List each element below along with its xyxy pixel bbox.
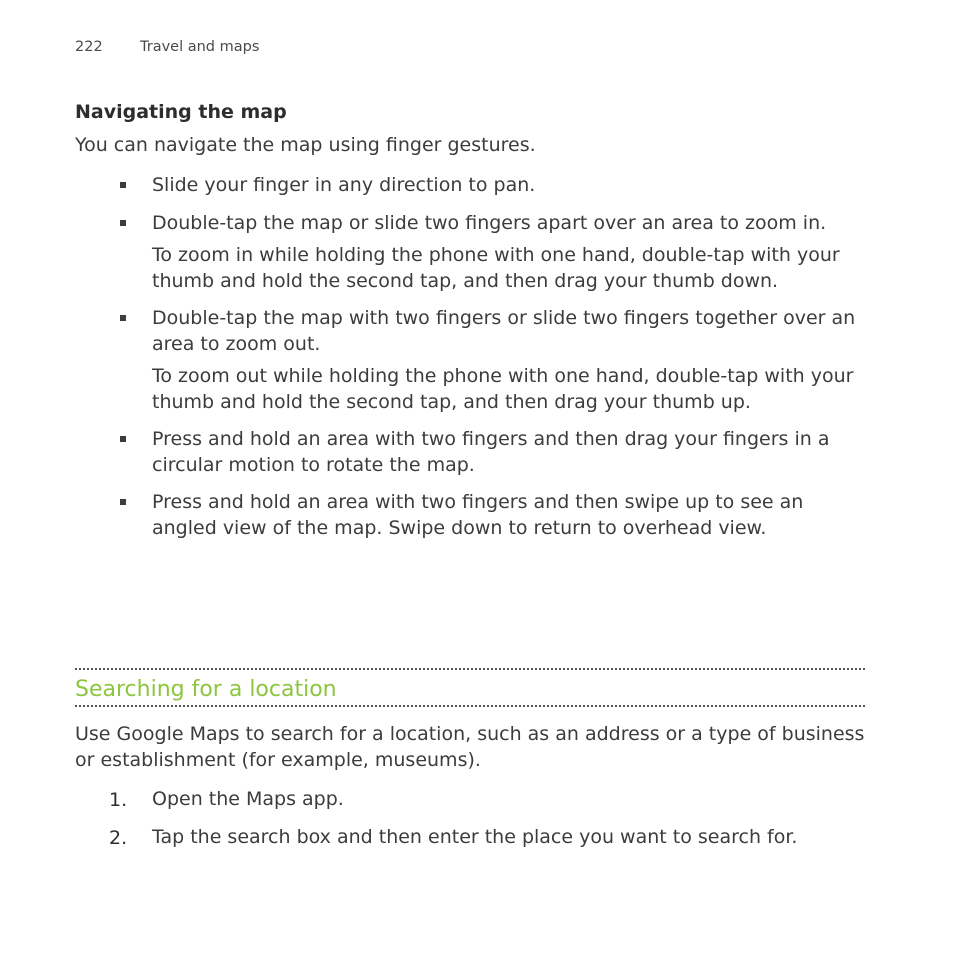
steps-list (75, 787, 865, 850)
list-item-text: Slide your finger in any direction to pan. (152, 174, 536, 196)
list-item-note: To zoom in while holding the phone with one hand, double-tap with your thumb and hold the second tap, and then drag your thumb down. (152, 244, 840, 292)
list-item-text: Double-tap the map with two fingers or slide two fingers together over an area to zoom out. (152, 307, 856, 355)
step-text: Tap the search box and then enter the place you want to search for. (152, 825, 798, 848)
running-section-title: Travel and maps (140, 39, 260, 55)
step-number: 1. (109, 789, 128, 811)
page-number: 222 (75, 39, 103, 55)
list-item (75, 173, 865, 199)
step-item (75, 787, 865, 813)
list-item (75, 211, 865, 295)
searching-intro: Use Google Maps to search for a location, such as an address or a type of business or establishment (for example, museums). (75, 723, 865, 771)
section-divider-top (75, 668, 865, 670)
bullet-icon (120, 436, 126, 442)
page-header (75, 39, 259, 55)
list-item (75, 306, 865, 415)
bullet-icon (120, 315, 126, 321)
list-item (75, 427, 865, 478)
list-item (75, 490, 865, 541)
gesture-list (75, 173, 865, 541)
step-item (75, 825, 865, 851)
step-text: Open the Maps app. (152, 788, 344, 810)
bullet-icon (120, 182, 126, 188)
list-item-text: Press and hold an area with two fingers and then drag your fingers in a circular motion to rotate the map. (152, 428, 830, 476)
list-item-text: Press and hold an area with two fingers and then swipe up to see an angled view of the map. Swipe down to return to overhead view. (152, 491, 804, 539)
list-item-text: Double-tap the map or slide two fingers apart over an area to zoom in. (152, 211, 827, 234)
bullet-icon (120, 499, 126, 505)
navigating-heading: Navigating the map (75, 101, 287, 123)
step-number: 2. (109, 826, 128, 849)
list-item-note: To zoom out while holding the phone with one hand, double-tap with your thumb and hold the second tap, and then drag your thumb up. (152, 365, 854, 413)
navigating-intro: You can navigate the map using finger gestures. (75, 134, 536, 156)
bullet-icon (120, 220, 126, 226)
navigating-section (75, 99, 865, 553)
searching-heading: Searching for a location (75, 677, 337, 702)
searching-section (75, 721, 865, 862)
section-divider-bottom (75, 705, 865, 707)
